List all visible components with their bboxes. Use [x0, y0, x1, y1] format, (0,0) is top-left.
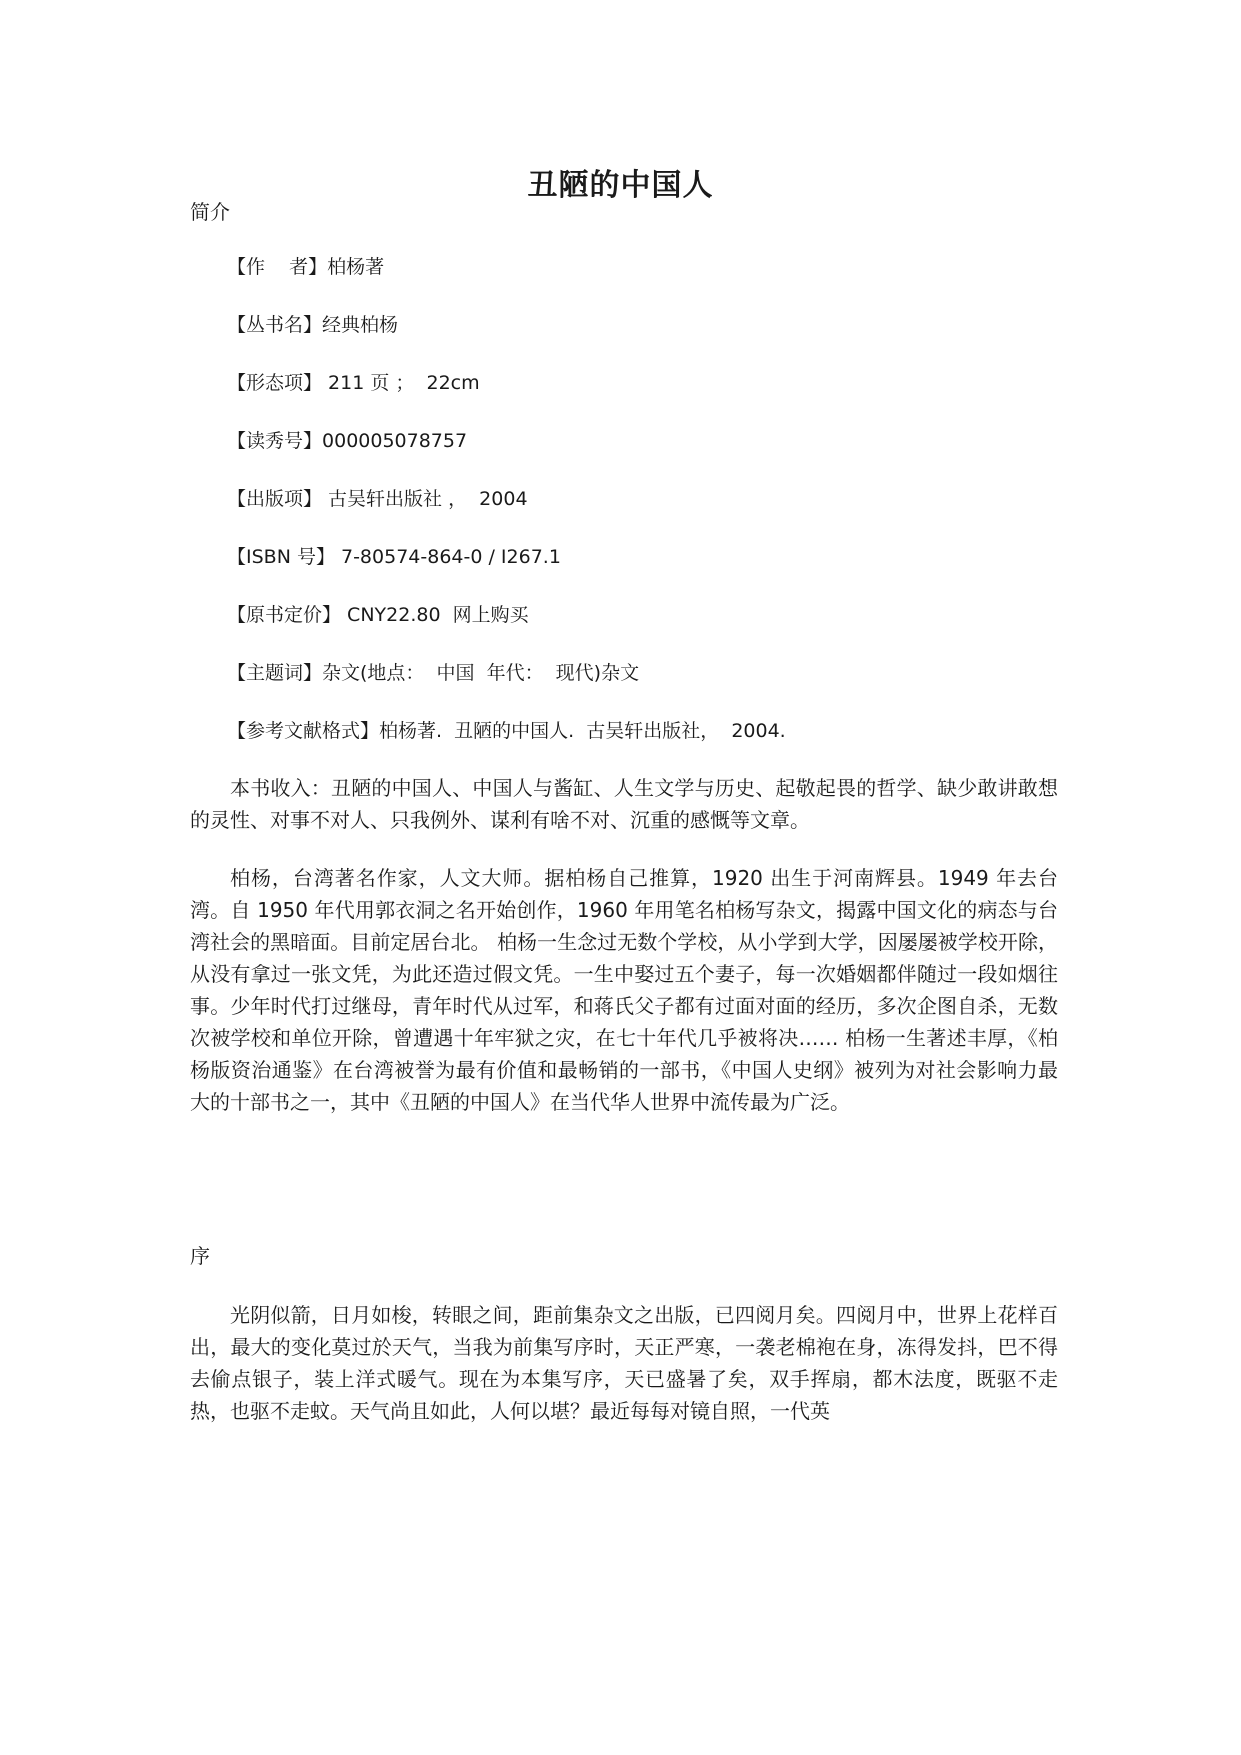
meta-format [227, 368, 480, 395]
meta-value: 柏杨著 [327, 256, 385, 278]
meta-price [227, 600, 529, 627]
meta-label: 【出版项】 [227, 488, 323, 510]
meta-author [227, 252, 384, 279]
meta-value: 柏杨著. 丑陋的中国人. 古吴轩出版社， 2004. [379, 720, 786, 742]
meta-isbn [227, 542, 561, 569]
meta-label: 【主题词】 [227, 662, 323, 684]
meta-value: 经典柏杨 [322, 314, 399, 336]
meta-label: 【读秀号】 [227, 430, 323, 452]
author-bio-paragraph: 柏杨，台湾著名作家，人文大师。据柏杨自己推算，1920 出生于河南辉县。1949 年去台湾。自 1950 年代用郭衣洞之名开始创作，1960 年用笔名柏杨写杂文，揭露中国文化的病态与台湾社会的黑暗面。目前定居台北。 柏杨一生念过无数个学校，从小学到大学，因屡屡被学校开除，从没有拿过一张文凭，为此还造过假文凭。一生中娶过五个妻子，每一次婚姻都伴随过一段如烟往事。少年时代打过继母，青年时代从过军，和蒋氏父子都有过面对面的经历，多次企图自杀，无数次被学校和单位开除，曾遭遇十年牢狱之灾，在七十年代几乎被将决…… 柏杨一生著述丰厚，《柏杨版资治通鉴》在台湾被誉为最有价值和最畅销的一部书，《中国人史纲》被列为对社会影响力最大的十部书之一，其中《丑陋的中国人》在当代华人世界中流传最为广泛。 [190, 866, 1058, 1114]
meta-value: CNY22.80 网上购买 [341, 604, 529, 626]
meta-publisher [227, 484, 528, 511]
meta-label: 【ISBN 号】 [227, 546, 335, 568]
preface-heading: 序 [190, 1244, 210, 1268]
meta-series [227, 310, 398, 337]
summary-paragraph: 本书收入：丑陋的中国人、中国人与酱缸、人生文学与历史、起敬起畏的哲学、缺少敢讲敢想的灵性、对事不对人、只我例外、谋利有啥不对、沉重的感慨等文章。 [190, 776, 1058, 832]
meta-label: 【形态项】 [227, 372, 323, 394]
meta-label: 【参考文献格式】 [227, 720, 380, 742]
meta-citation [227, 716, 786, 743]
intro-heading: 简介 [190, 200, 230, 224]
document-title: 丑陋的中国人 [527, 168, 714, 203]
meta-label: 【丛书名】 [227, 314, 323, 336]
meta-subject [227, 658, 639, 685]
meta-value: 7-80574-864-0 / I267.1 [334, 546, 561, 568]
meta-label: 【作 者】 [227, 256, 328, 278]
meta-value: 000005078757 [322, 430, 468, 452]
meta-value: 211 页 ； 22cm [322, 372, 480, 394]
meta-value: 杂文(地点： 中国 年代： 现代)杂文 [322, 662, 640, 684]
preface-paragraph: 光阴似箭，日月如梭，转眼之间，距前集杂文之出版，已四阅月矣。四阅月中，世界上花样百出，最大的变化莫过於天气，当我为前集写序时，天正严寒，一袭老棉袍在身，冻得发抖，巴不得去偷点银子，装上洋式暖气。现在为本集写序，天已盛暑了矣，双手挥扇，都木法度，既驱不走热，也驱不走蚊。天气尚且如此，人何以堪？最近每每对镜自照，一代英 [190, 1303, 1058, 1423]
meta-duxiu-id [227, 426, 467, 453]
meta-label: 【原书定价】 [227, 604, 342, 626]
meta-value: 古吴轩出版社 ， 2004 [322, 488, 528, 510]
